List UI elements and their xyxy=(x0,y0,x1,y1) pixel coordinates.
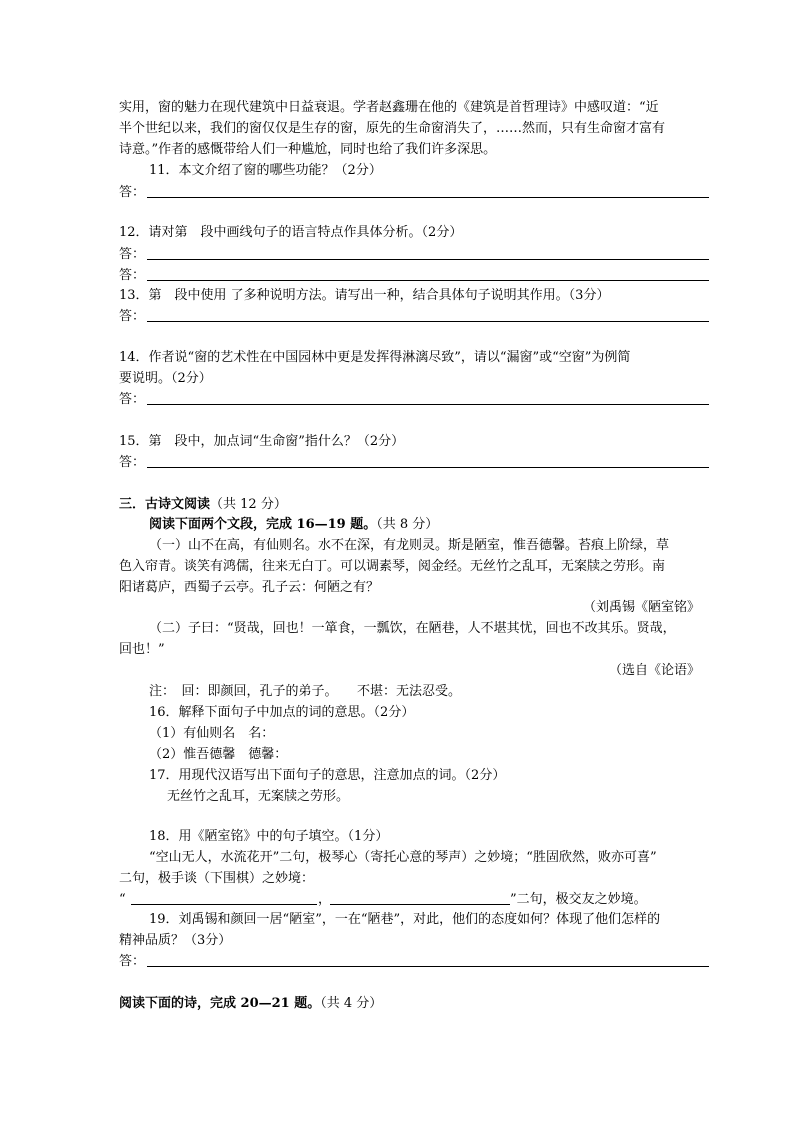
section-title: 三．古诗文阅读 xyxy=(119,497,211,512)
answer-line[interactable] xyxy=(147,321,709,322)
passage-line: 实用，窗的魅力在现代建筑中日益衰退。学者赵鑫珊在他的《建筑是首哲理诗》中感叹道：“近 xyxy=(119,100,659,115)
passage1-line: 色入帘青。谈笑有鸿儒，往来无白丁。可以调素琴，阅金经。无丝竹之乱耳，无案牍之劳形。南 xyxy=(119,559,666,574)
section-intro-score: （共 8 分） xyxy=(376,517,439,532)
question-16-a: （1）有仙则名 名： xyxy=(149,726,275,741)
passage-line: 半个世纪以来，我们的窗仅仅是生存的窗，原先的生命窗消失了，……然而，只有生命窗才富有 xyxy=(119,121,666,136)
question-14-cont: 要说明。（2分） xyxy=(119,371,212,386)
poem-intro xyxy=(119,995,719,1012)
passage2-line: （二）子曰：“贤哉，回也！一箪食，一瓢饮，在陋巷，人不堪其忧，回也不改其乐。贤哉， xyxy=(149,621,676,636)
fill-blank-2[interactable] xyxy=(330,904,510,905)
answer-line[interactable] xyxy=(147,280,709,281)
passage-line: 诗意。”作者的感慨带给人们一种尴尬，同时也给了我们许多深思。 xyxy=(119,142,497,157)
note: 注： 回：即颜回，孔子的弟子。 不堪：无法忍受。 xyxy=(149,684,462,699)
question-16: 16．解释下面句子中加点的词的意思。（2分） xyxy=(149,705,415,720)
passage1-line: 阳诸葛庐，西蜀子云亭。孔子云：何陋之有？ xyxy=(119,580,380,595)
answer-label: 答： xyxy=(119,309,146,324)
passage2-line: 回也！” xyxy=(119,642,165,657)
answer-line[interactable] xyxy=(147,259,709,260)
question-19-cont: 精神品质？（3分） xyxy=(119,933,232,948)
section-intro xyxy=(149,516,749,533)
passage1-line: （一）山不在高，有仙则名。水不在深，有龙则灵。斯是陋室，惟吾德馨。苔痕上阶绿，草 xyxy=(149,538,670,553)
answer-label: 答： xyxy=(119,455,146,470)
answer-label: 答： xyxy=(119,185,146,200)
question-18-text: 二句，极手谈（下围棋）之妙境： xyxy=(119,871,315,886)
answer-line[interactable] xyxy=(147,966,709,967)
poem-intro-text: 阅读下面的诗，完成 20—21 题。 xyxy=(119,996,321,1011)
question-17-sentence: 无丝竹之乱耳，无案牍之劳形。 xyxy=(167,789,350,804)
answer-label: 答： xyxy=(119,954,146,969)
question-18: 18．用《陋室铭》中的句子填空。（1分） xyxy=(149,829,389,844)
fill-open-quote: “ xyxy=(119,892,126,907)
question-13: 13．第 段中使用 了多种说明方法。请写出一种，结合具体句子说明其作用。（3分） xyxy=(119,288,610,303)
poem-intro-score: （共 4 分） xyxy=(320,996,383,1011)
passage2-source: （选自《论语》 xyxy=(608,663,700,678)
fill-close: ”二句，极交友之妙境。 xyxy=(510,892,647,907)
question-12: 12．请对第 段中画线句子的语言特点作具体分析。（2分） xyxy=(119,225,463,240)
passage1-source: （刘禹锡《陋室铭》 xyxy=(582,600,700,615)
question-11: 11．本文介绍了窗的哪些功能？（2分） xyxy=(149,163,382,178)
question-14: 14．作者说“窗的艺术性在中国园林中更是发挥得淋漓尽致”，请以“漏窗”或“空窗”为例简 xyxy=(119,350,631,365)
question-18-text: “空山无人，水流花开”二句，极琴心（寄托心意的琴声）之妙境；“胜固欣然，败亦可喜” xyxy=(149,850,657,865)
section-score: （共 12 分） xyxy=(210,497,287,512)
answer-line[interactable] xyxy=(147,197,709,198)
question-17: 17．用现代汉语写出下面句子的意思，注意加点的词。（2分） xyxy=(149,768,506,783)
answer-line[interactable] xyxy=(147,467,709,468)
question-16-b: （2）惟吾德馨 德馨： xyxy=(149,747,288,762)
fill-comma: ， xyxy=(318,892,332,907)
answer-label: 答： xyxy=(119,392,146,407)
section-intro-text: 阅读下面两个文段，完成 16—19 题。 xyxy=(149,517,377,532)
question-19: 19．刘禹锡和颜回一居“陋室”，一在“陋巷”，对此，他们的态度如何？体现了他们怎样的 xyxy=(149,912,661,927)
fill-blank-1[interactable] xyxy=(131,904,317,905)
section-heading xyxy=(119,496,719,513)
answer-label: 答： xyxy=(119,247,146,262)
question-15: 15．第 段中，加点词“生命窗”指什么？（2分） xyxy=(119,434,405,449)
answer-line[interactable] xyxy=(147,404,709,405)
answer-label: 答： xyxy=(119,268,146,283)
